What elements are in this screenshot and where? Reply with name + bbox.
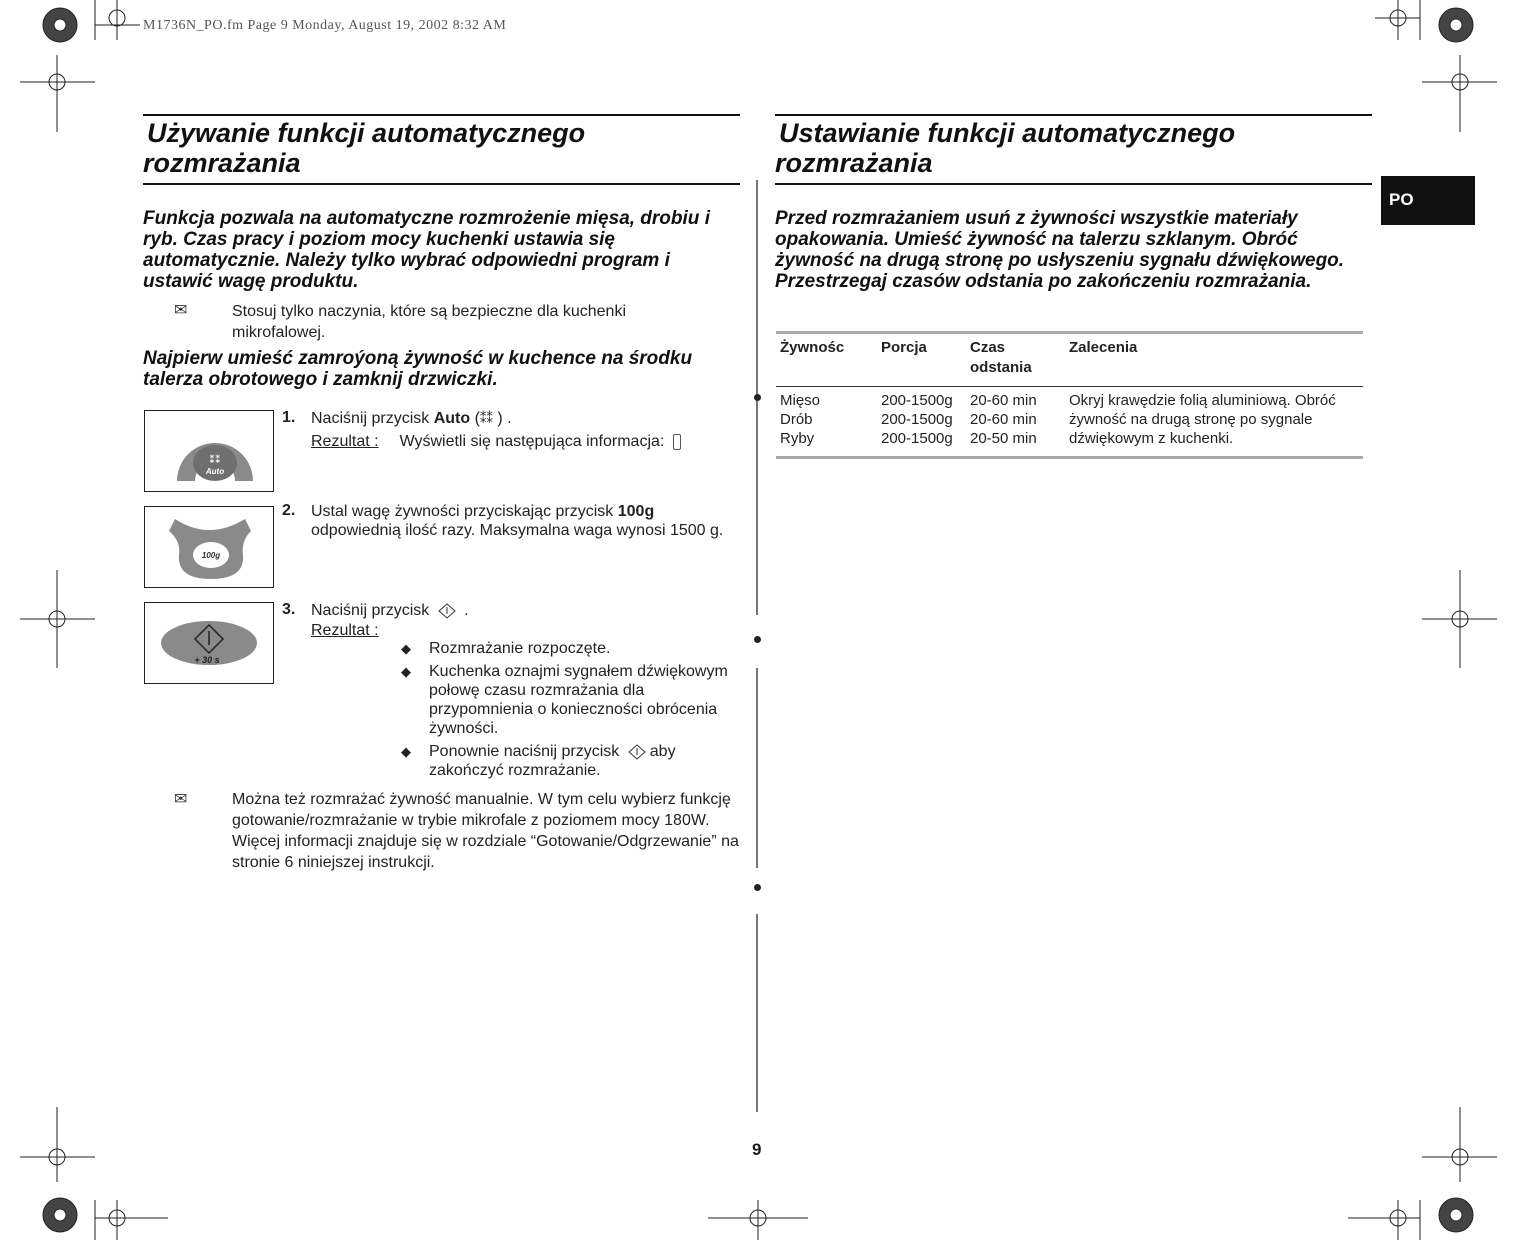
table-header-row [776, 334, 1363, 387]
col-standing-time [966, 334, 1065, 387]
note-icon: ✉ [174, 791, 188, 808]
time-item: 20-60 min [970, 411, 1037, 428]
time-item: 20-60 min [970, 392, 1037, 409]
title-rule-top [143, 114, 740, 116]
right-intro: Przed rozmrażaniem usuń z żywności wszystkie materiały opakowania. Umieść żywność na talerzu szklanym. Obróć żywność na drugą stronę po usłyszeniu sygnału dźwiękowego. Przestrzegaj czasów odstania po zakończeniu rozmrażania. [775, 208, 1345, 292]
note-manual-defrost: Można też rozmrażać żywność manualnie. W tym celu wybierz funkcję gotowanie/rozmrażanie w trybie mikrofale z poziomem mocy 180W. Więcej informacji znajduje się w rozdziale “Gotowanie/Odgrzewanie” na stronie 6 niniejszej instrukcji. [232, 791, 739, 871]
result-text-cont: aby zakończyć rozmrażanie. [429, 743, 676, 779]
result-text: Ponownie naciśnij przycisk [429, 743, 620, 760]
note-icon: ✉ [174, 302, 188, 319]
col-advice: Zalecenia [1069, 339, 1138, 356]
portion-item: 200-1500g [881, 430, 953, 447]
result-item [401, 742, 741, 780]
col-standing-time-l2: odstania [970, 359, 1032, 376]
result-text: Rozmrażanie rozpoczęte. [429, 640, 611, 657]
left-title-line1: Używanie funkcji automatycznego [147, 118, 586, 148]
divider-dot [754, 394, 761, 401]
step-2-bold: 100g [617, 503, 655, 520]
right-section-title [775, 118, 1372, 178]
food-item: Mięso [780, 392, 821, 409]
portion-item: 200-1500g [881, 392, 953, 409]
col-standing-time-l1: Czas [970, 339, 1006, 356]
display-digit-icon [673, 434, 681, 450]
step-1-bold: Auto [433, 410, 471, 427]
weight-panel-label: 100g [201, 551, 221, 560]
step-1-pre: Naciśnij przycisk [311, 410, 434, 427]
bullet-diamond-icon: ◆ [401, 641, 411, 656]
right-title-line1: Ustawianie funkcji automatycznego [779, 118, 1236, 148]
weight-button-panel [144, 506, 274, 588]
title-rule-bottom [143, 183, 740, 185]
step-3-results [401, 639, 741, 784]
defrost-table [776, 331, 1363, 459]
step-3-rezultat [311, 621, 379, 640]
table-bottom-rule [776, 456, 1363, 459]
note-compatible-dishes: Stosuj tylko naczynia, które są bezpieczne dla kuchenki mikrofalowej. [232, 303, 626, 341]
portion-item: 200-1500g [881, 411, 953, 428]
step-2-pre: Ustal wagę żywności przyciskając przycisk [311, 503, 618, 520]
center-divider [756, 914, 758, 1112]
start-button-panel [144, 602, 274, 684]
portion-cell [877, 387, 966, 457]
step-3-post: . [459, 602, 469, 619]
auto-glyph-icon: ⁑⁑ [479, 411, 493, 426]
center-divider [756, 668, 758, 868]
left-title-line2: rozmrażania [143, 148, 301, 178]
rezultat-label: Rezultat : [311, 622, 379, 639]
table-row [776, 387, 1363, 457]
divider-dot [754, 884, 761, 891]
step-1-post: ) . [492, 410, 512, 427]
step-2-number: 2. [282, 502, 296, 519]
time-cell [966, 387, 1065, 457]
advice-cell: Okryj krawędzie folią aluminiową. Obróć żywność na drugą stronę po sygnale dźwiękowym z kuchenki. [1069, 392, 1336, 447]
time-item: 20-50 min [970, 430, 1037, 447]
start-button-icon [145, 603, 273, 683]
divider-dot [754, 636, 761, 643]
auto-panel-label: Auto [205, 467, 225, 476]
left-intro: Funkcja pozwala na automatyczne rozmrożenie mięsa, drobiu i ryb. Czas pracy i poziom mocy kuchenki ustawia się automatycznie. Należy tylko wybrać odpowiedni program i ustawić wagę produktu. [143, 208, 710, 292]
title-rule-bottom [775, 183, 1372, 185]
step-3-number: 3. [282, 601, 296, 618]
start-panel-label: + 30 s [194, 655, 220, 665]
language-tab: PO [1381, 176, 1475, 225]
title-rule-top [775, 114, 1372, 116]
col-food: Żywnośc [780, 339, 845, 356]
rezultat-label: Rezultat : [311, 433, 379, 450]
rezultat-text: Wyświetli się następująca informacja: [399, 433, 665, 450]
step-1-text: Naciśnij przycisk Auto (⁑⁑ ) . [311, 410, 512, 427]
result-text: Kuchenka oznajmi sygnałem dźwiękowym połowę czasu rozmrażania dla przypomnienia o konieczności obrócenia żywności. [429, 663, 728, 737]
col-portion: Porcja [881, 339, 927, 356]
auto-button-icon [145, 411, 273, 491]
start-diamond-icon [628, 744, 646, 760]
bullet-diamond-icon: ◆ [401, 664, 411, 679]
result-item [401, 639, 741, 658]
result-item [401, 662, 741, 738]
step-2-text [311, 502, 731, 540]
bullet-diamond-icon: ◆ [401, 744, 411, 759]
weight-button-icon [145, 507, 273, 587]
svg-text:⁑⁑: ⁑⁑ [209, 453, 221, 466]
auto-button-panel [144, 410, 274, 492]
step-1-number: 1. [282, 409, 296, 426]
step-3-pre: Naciśnij przycisk [311, 602, 430, 619]
start-diamond-icon [438, 603, 456, 619]
file-info-header: M1736N_PO.fm Page 9 Monday, August 19, 2002 8:32 AM [143, 18, 507, 33]
right-title-line2: rozmrażania [775, 148, 933, 178]
step-2-post: odpowiednią ilość razy. Maksymalna waga wynosi 1500 g. [311, 522, 724, 539]
food-cell [776, 387, 877, 457]
left-instruction: Najpierw umieść zamroýoną żywność w kuchence na środku talerza obrotowego i zamknij drzwiczki. [143, 348, 693, 390]
page-number: 9 [752, 1140, 762, 1159]
food-item: Drób [780, 411, 813, 428]
food-item: Ryby [780, 430, 815, 447]
step-3-text [311, 601, 731, 620]
left-section-title [143, 118, 740, 178]
step-1-result [311, 432, 731, 451]
